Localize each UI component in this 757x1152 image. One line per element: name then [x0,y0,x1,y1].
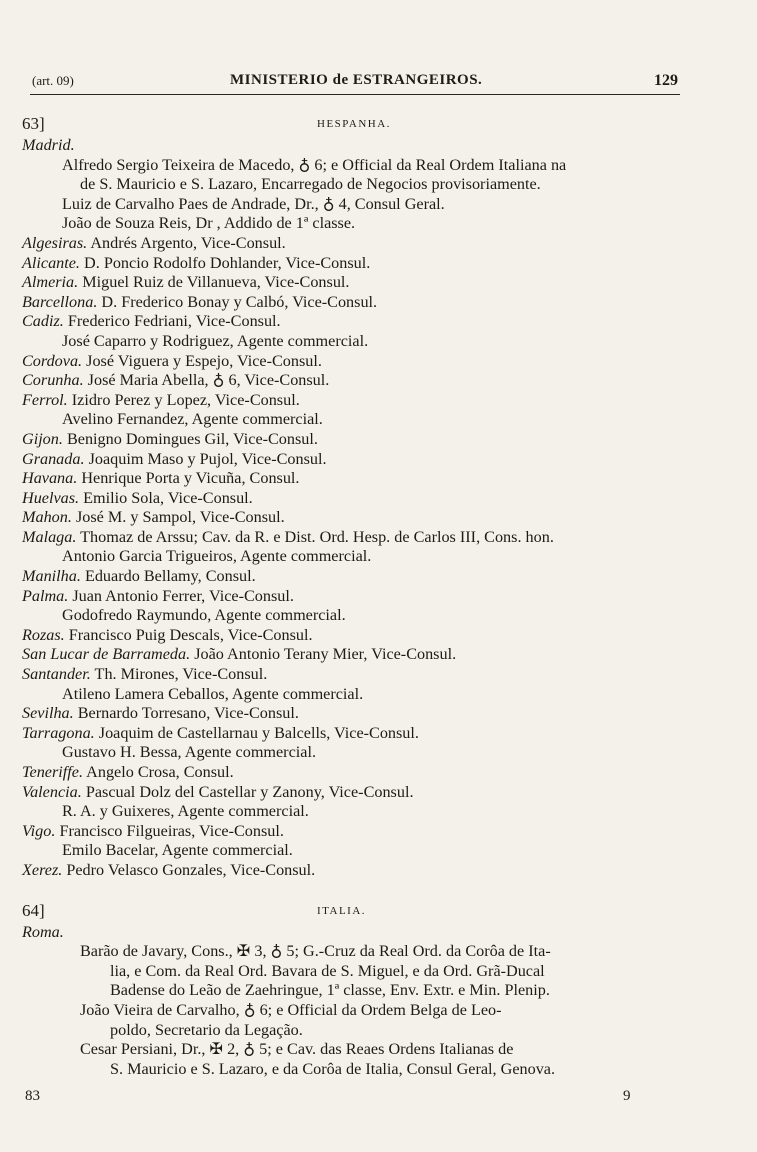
section-title: HESPANHA. [317,118,391,130]
entry-line [22,685,687,705]
entry-text: R. A. y Guixeres, Agente commercial. [62,802,309,821]
entry-line [22,942,687,962]
entry-line [22,962,687,982]
place-name: Cadiz. [22,312,64,331]
entry-line [22,312,687,332]
entry-text: Juan Antonio Ferrer, Vice-Consul. [68,586,294,605]
entry-text: D. Frederico Bonay y Calbó, Vice-Consul. [97,292,378,311]
entry-line [22,547,687,567]
entry-line [22,645,687,665]
entry-line [22,528,687,548]
page-number: 129 [654,72,678,89]
entry-text: Francisco Filgueiras, Vice-Consul. [55,821,284,840]
entry-text: Alfredo Sergio Teixeira de Macedo, ♁ 6; e Official da Real Ordem Italiana na [62,155,567,174]
entry-line [22,783,687,803]
place-name: Alicante. [22,253,80,272]
entry-text: José Viguera y Espejo, Vice-Consul. [82,351,322,370]
entry-text: S. Mauricio e S. Lazaro, e da Corôa de Italia, Consul Geral, Genova. [110,1059,556,1078]
entry-line [22,254,687,274]
place-name: Sevilha. [22,704,74,723]
entry-text: Barão de Javary, Cons., ✠ 3, ♁ 5; G.-Cruz da Real Ord. da Corôa de Ita- [80,942,551,961]
entry-line [22,665,687,685]
entry-line [22,469,687,489]
entry-line [22,567,687,587]
running-header [30,72,680,95]
place-name: Almeria. [22,273,79,292]
entry-line [22,391,687,411]
entry-text: Th. Mirones, Vice-Consul. [90,665,268,684]
entry-line [22,841,687,861]
place-name: Mahon. [22,508,72,527]
place-name: Teneriffe. [22,763,84,781]
entry-line [22,214,687,234]
entry-line [22,763,687,783]
place-name: Malaga. [22,527,77,546]
place-name: Vigo. [22,821,56,840]
entry-text: Godofredo Raymundo, Agente commercial. [62,606,346,625]
entry-line [22,371,687,391]
place-name: Valencia. [22,782,82,801]
entry-line [22,136,687,156]
entry-line [22,175,687,195]
entry-text: Joaquim de Castellarnau y Balcells, Vice-Consul. [94,723,419,742]
entry-text: D. Poncio Rodolfo Dohlander, Vice-Consul. [79,253,371,272]
place-name: Havana. [22,469,78,488]
entry-line [22,981,687,1001]
entry-text: Bernardo Torresano, Vice-Consul. [73,704,299,723]
section-number: 64] [22,900,45,920]
entry-line [22,1001,687,1021]
header-article-ref: (art. 09) [32,73,74,88]
entry-line [22,508,687,528]
entry-line [22,802,687,822]
entry-line [22,587,687,607]
entry-line [22,352,687,372]
entry-text: Angelo Crosa, Consul. [83,763,234,781]
entry-line [22,1040,687,1060]
entry-line [22,626,687,646]
entry-line [22,704,687,724]
entry-line [22,195,687,215]
entry-line [22,1021,687,1041]
section-number: 63] [22,114,45,133]
entry-line [22,450,687,470]
place-name: Granada. [22,449,85,468]
entry-line [22,923,687,943]
place-name: Huelvas. [22,488,80,507]
entry-line [22,606,687,626]
entry-text: João Antonio Terany Mier, Vice-Consul. [190,645,457,664]
place-name: Algesiras. [22,233,88,252]
place-name: Madrid. [22,136,75,154]
entry-text: Eduardo Bellamy, Consul. [80,567,256,586]
entry-text: lia, e Com. da Real Ord. Bavara de S. Miguel, e da Ord. Grã-Ducal [110,961,545,980]
entry-text: de S. Mauricio e S. Lazaro, Encarregado de Negocios provisoriamente. [80,175,541,194]
entry-text: Frederico Fedriani, Vice-Consul. [63,312,281,331]
entry-line [22,861,687,881]
entry-line [22,273,687,293]
entry-text: Cesar Persiani, Dr., ✠ 2, ♁ 5; e Cav. das Reaes Ordens Italianas de [80,1040,514,1059]
footer-signature-mark: 83 [25,1088,40,1104]
entry-text: Luiz de Carvalho Paes de Andrade, Dr., ♁ 4, Consul Geral. [62,194,445,213]
entry-text: Andrés Argento, Vice-Consul. [87,233,286,252]
section-heading [22,901,687,923]
place-name: Xerez. [22,860,63,879]
entry-text: Henrique Porta y Vicuña, Consul. [77,469,300,488]
entry-text: João Vieira de Carvalho, ♁ 6; e Official da Ordem Belga de Leo- [80,1000,502,1019]
place-name: Cordova. [22,351,83,370]
entry-text: Avelino Fernandez, Agente commercial. [62,410,323,429]
page-body [22,114,687,1079]
header-title: MINISTERIO de ESTRANGEIROS. [230,72,483,88]
entry-text: Badense do Leão de Zaehringue, 1ª classe, Env. Extr. e Min. Plenip. [110,981,550,1000]
entry-line [22,822,687,842]
place-name: Barcellona. [22,292,98,311]
entry-line [22,293,687,313]
entry-text: José Maria Abella, ♁ 6, Vice-Consul. [83,371,330,390]
section-gap [22,881,687,901]
entry-text: Thomaz de Arssu; Cav. da R. e Dist. Ord. Hesp. de Carlos III, Cons. hon. [76,527,554,546]
entry-text: José Caparro y Rodriguez, Agente commercial. [62,331,369,350]
entry-line [22,724,687,744]
entry-text: Gustavo H. Bessa, Agente commercial. [62,743,316,762]
place-name: Santander. [22,665,91,684]
entry-text: João de Souza Reis, Dr , Addido de 1ª classe. [62,214,356,233]
place-name: Gijon. [22,429,63,448]
entry-line [22,156,687,176]
place-name: Tarragona. [22,723,95,742]
entry-text: Izidro Perez y Lopez, Vice-Consul. [67,390,300,409]
entry-line [22,410,687,430]
place-name: Corunha. [22,371,84,390]
entry-line [22,1060,687,1080]
place-name: Rozas. [22,625,65,644]
place-name: Manilha. [22,567,81,586]
entry-text: Pascual Dolz del Castellar y Zanony, Vice-Consul. [81,782,414,801]
place-name: Roma. [22,922,64,941]
entry-text: Miguel Ruiz de Villanueva, Vice-Consul. [78,273,350,292]
place-name: San Lucar de Barrameda. [22,645,191,664]
entry-text: Joaquim Maso y Pujol, Vice-Consul. [84,449,327,468]
entry-text: Emilo Bacelar, Agente commercial. [62,841,293,860]
entry-line [22,234,687,254]
entry-text: Antonio Garcia Trigueiros, Agente commercial. [62,547,372,566]
entry-text: Atileno Lamera Ceballos, Agente commercial. [62,684,364,703]
entry-text: Pedro Velasco Gonzales, Vice-Consul. [62,860,316,879]
footer-sheet-number: 9 [623,1088,631,1104]
place-name: Ferrol. [22,390,68,409]
entry-text: José M. y Sampol, Vice-Consul. [71,508,285,527]
entry-line [22,743,687,763]
entry-text: Francisco Puig Descals, Vice-Consul. [64,625,313,644]
entry-line [22,332,687,352]
entry-text: Benigno Domingues Gil, Vice-Consul. [62,429,318,448]
entry-text: Emilio Sola, Vice-Consul. [79,488,253,507]
entry-line [22,430,687,450]
entry-line [22,489,687,509]
place-name: Palma. [22,586,69,605]
section-heading [22,114,687,136]
section-title: ITALIA. [317,904,367,917]
entry-text: poldo, Secretario da Legação. [110,1020,303,1039]
